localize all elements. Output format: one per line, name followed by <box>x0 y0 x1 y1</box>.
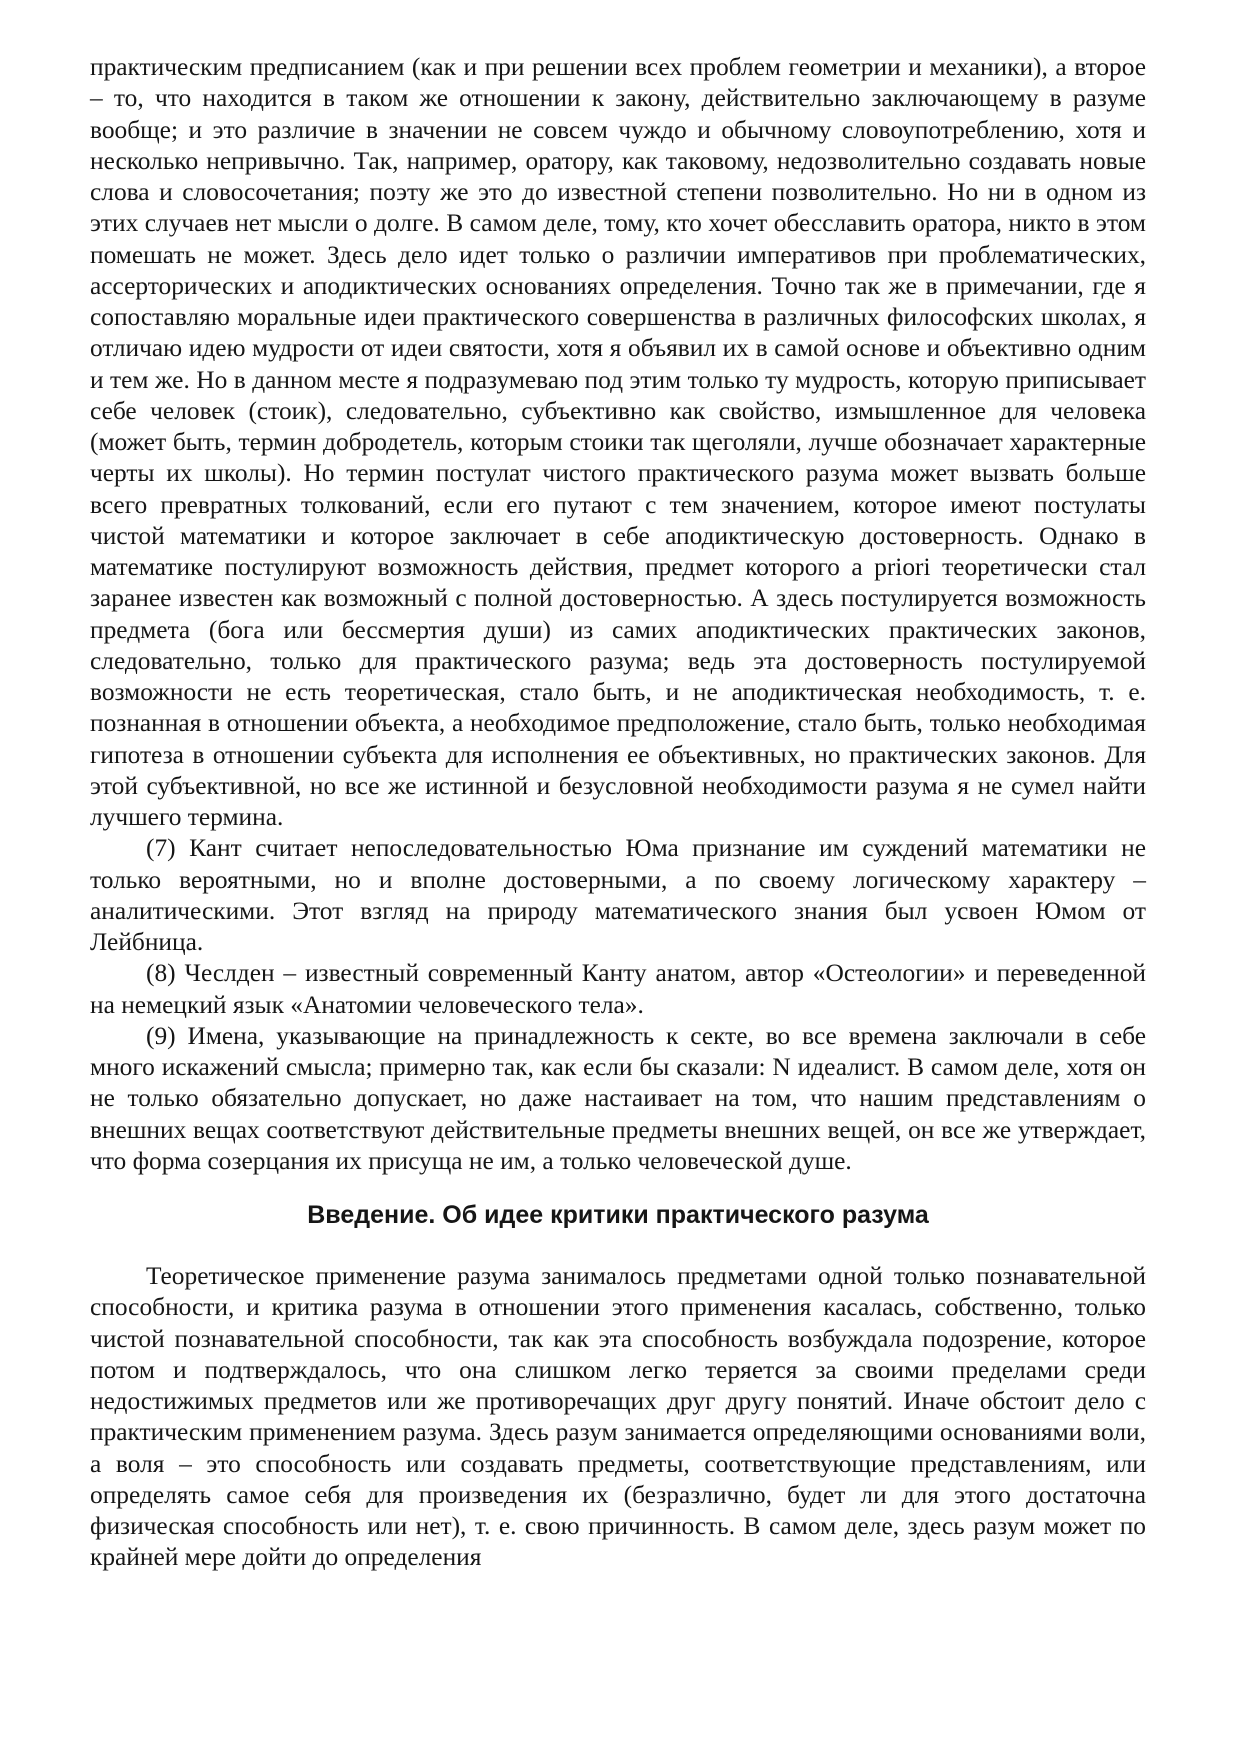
endnote-7: (7) Кант считает непоследовательностью Юма признание им суждений математики не только вероятными, но и вполне достоверными, а по своему логическому характеру – аналитическими. Этот взгляд на природу математического знания был усвоен Юмом от Лейбница. <box>90 834 1146 956</box>
paragraph-continuation: практическим предписанием (как и при решении всех проблем геометрии и механики), а второе – то, что находится в таком же отношении к закону, действительно заключающему в разуме вообще; и это различие в значении не совсем чуждо и обычному словоупотреблению, хотя и несколько непривычно. Так, например, оратору, как таковому, недозволительно создавать новые слова и словосочетания; поэту же это до известной степени позволительно. Но ни в одном из этих случаев нет мысли о долге. В самом деле, тому, кто хочет обесславить оратора, никто в этом помешать не может. Здесь дело идет только о различии императивов при проблематических, ассерторических и аподиктических основаниях определения. Точно так же в примечании, где я сопоставляю моральные идеи практического совершенства в различных философских школах, я отличаю идею мудрости от идеи святости, хотя я объявил их в самой основе и объективно одним и тем же. Но в данном месте я подразумеваю под этим только ту мудрость, которую приписывает себе человек (стоик), следовательно, субъективно как свойство, измышленное для человека (может быть, термин добродетель, которым стоики так щеголяли, лучше обозначает характерные черты их школы). Но термин постулат чистого практического разума может вызвать больше всего превратных толкований, если его путают с тем значением, которое имеют постулаты чистой математики и которое заключает в себе аподиктическую достоверность. Однако в математике постулируют возможность действия, предмет которого a priori теоретически стал заранее известен как возможный с полной достоверностью. А здесь постулируется возможность предмета (бога или бессмертия души) из самих аподиктических практических законов, следовательно, только для практического разума; ведь эта достоверность постулируемой возможности не есть теоретическая, стало быть, и не аподиктическая необходимость, т. е. познанная в отношении объекта, а необходимое предположение, стало быть, только необходимая гипотеза в отношении субъекта для исполнения ее объективных, но практических законов. Для этой субъективной, но все же истинной и безусловной необходимости разума я не сумел найти лучшего термина. <box>90 53 1146 831</box>
endnote-8: (8) Чеслден – известный современный Канту анатом, автор «Остеологии» и переведенной на немецкий язык «Анатомии человеческого тела». <box>90 959 1146 1019</box>
document-page <box>90 52 1146 1574</box>
section-heading: Введение. Об идее критики практического разума <box>307 1201 929 1229</box>
endnote-9: (9) Имена, указывающие на принадлежность к секте, во все времена заключали в себе много искажений смысла; примерно так, как если бы сказали: N идеалист. В самом деле, хотя он не только обязательно допускает, но даже настаивает на том, что нашим представлениям о внешних вещах соответствуют действительные предметы внешних вещей, он все же утверждает, что форма созерцания их присуща не им, а только человеческой душе. <box>90 1021 1146 1175</box>
section-intro-paragraph: Теоретическое применение разума занималось предметами одной только познавательной способности, и критика разума в отношении этого применения касалась, собственно, только чистой познавательной способности, так как эта способность возбуждала подозрение, которое потом и подтверждалось, что она слишком легко теряется за своими пределами среди недостижимых предметов или же противоречащих друг другу понятий. Иначе обстоит дело с практическим применением разума. Здесь разум занимается определяющими основаниями воли, а воля – это способность или создавать предметы, соответствующие представлениям, или определять самое себя для произведения их (безразлично, будет ли для этого достаточна физическая способность или нет), т. е. свою причинность. В самом деле, здесь разум может по крайней мере дойти до определения <box>90 1262 1146 1572</box>
